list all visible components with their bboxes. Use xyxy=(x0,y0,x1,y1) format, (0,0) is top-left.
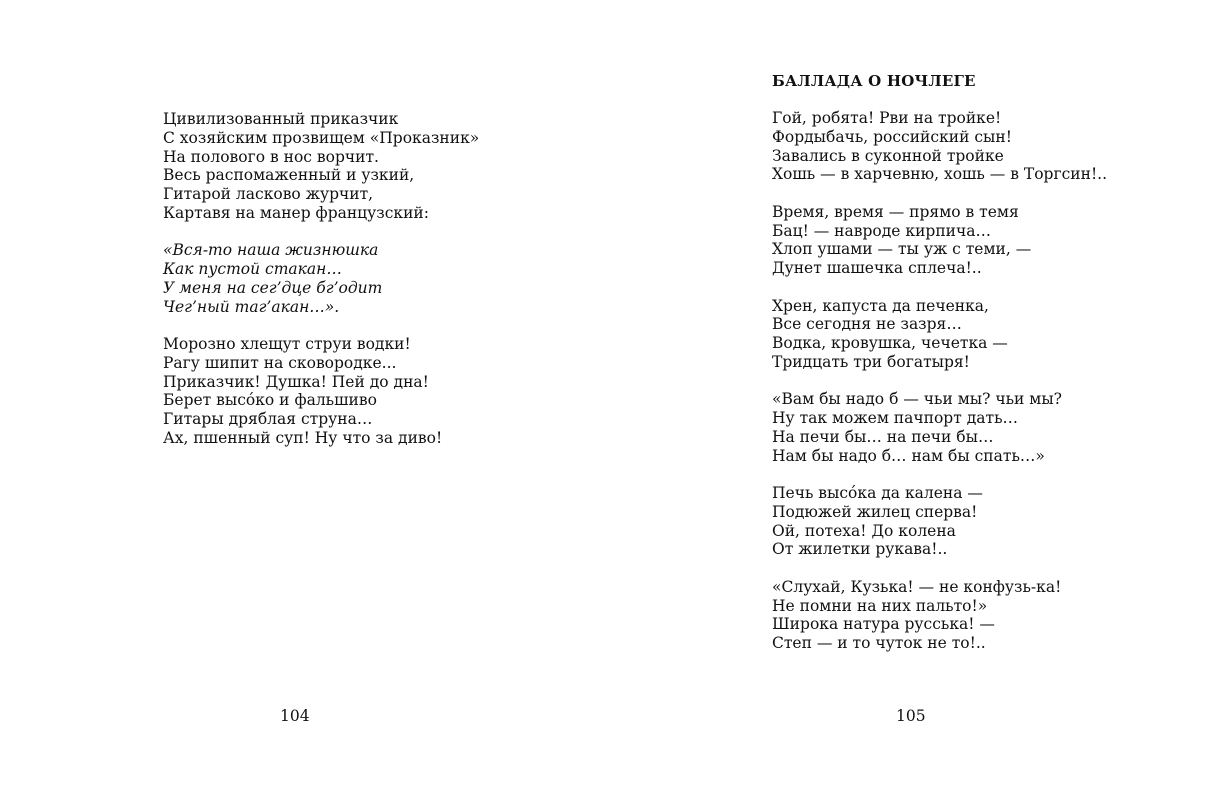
poem-line: Как пустой стакан… xyxy=(163,260,342,278)
poem-line: Водка, кровушка, чечетка — xyxy=(772,334,1008,352)
poem-line: Подюжей жилец сперва! xyxy=(772,502,978,521)
poem-line: У меня на сег’дце бг’одит xyxy=(163,278,383,297)
page-number: 104 xyxy=(280,707,310,725)
poem-line: Хлоп ушами — ты уж с теми, — xyxy=(772,240,1032,259)
poem-line: «Слухай, Кузька! — не конфузь-ка! xyxy=(772,577,1062,596)
poem-line: Хрен, капуста да печенка, xyxy=(772,296,989,315)
poem-line: Бац! — навроде кирпича… xyxy=(772,221,991,240)
poem-line: Фордыбачь, российский сын! xyxy=(772,127,1012,146)
poem-line: Нам бы надо б… нам бы спать…» xyxy=(772,446,1045,465)
poem-line: Весь распомаженный и узкий, xyxy=(163,166,415,185)
stanza xyxy=(772,484,1107,559)
poem-line: Тридцать три богатыря! xyxy=(772,352,970,371)
poem-line: Широка натура русська! — xyxy=(772,615,995,634)
poem-line: Завались в суконной тройке xyxy=(772,146,1004,165)
poem-line: Ну так можем пачпорт дать… xyxy=(772,409,1019,427)
poem-line: Дунет шашечка сплеча!.. xyxy=(772,259,982,277)
stanza xyxy=(163,335,479,448)
poem-line: Приказчик! Душка! Пей до дна! xyxy=(163,372,429,391)
poem-line: Хошь — в харчевню, хошь — в Торгсин!.. xyxy=(772,165,1108,184)
stanza xyxy=(772,203,1107,278)
poem-line: Ах, пшенный суп! Ну что за диво! xyxy=(163,428,443,447)
poem-line: Все сегодня не зазря… xyxy=(772,315,962,334)
poem-line: Гой, робята! Рви на тройке! xyxy=(772,109,1002,127)
poem-line: Степ — и то чуток не то!.. xyxy=(772,634,986,652)
poem-title: БАЛЛАДА О НОЧЛЕГЕ xyxy=(772,72,976,90)
poem-line: Печь высо́ка да калена — xyxy=(772,484,983,502)
poem-line: На печи бы… на печи бы… xyxy=(772,427,994,446)
poem-text xyxy=(163,110,479,448)
poem-line: «Вам бы надо б — чьи мы? чьи мы? xyxy=(772,390,1062,409)
stanza xyxy=(772,390,1107,465)
right-page xyxy=(606,0,1212,800)
poem-line: С хозяйским прозвищем «Проказник» xyxy=(163,128,480,147)
poem-line: Не помни на них пальто!» xyxy=(772,596,988,615)
stanza xyxy=(772,109,1107,184)
poem-line: Гитарой ласково журчит, xyxy=(163,185,374,203)
page-number: 105 xyxy=(896,707,926,725)
poem-line: Чег’ный таг’акан…». xyxy=(163,297,340,316)
poem-line: Морозно хлещут струи водки! xyxy=(163,335,411,353)
poem-line: От жилетки рукава!.. xyxy=(772,540,948,559)
poem-line: Берет высо́ко и фальшиво xyxy=(163,391,377,410)
poem-line: На полового в нос ворчит. xyxy=(163,147,379,166)
stanza xyxy=(163,110,479,223)
stanza xyxy=(772,297,1107,372)
poem-line: Цивилизованный приказчик xyxy=(163,110,399,128)
poem-line: «Вся-то наша жизнюшка xyxy=(163,241,379,260)
poem-line: Время, время — прямо в темя xyxy=(772,202,1019,221)
poem-line: Ой, потеха! До колена xyxy=(772,521,956,540)
poem-line: Рагу шипит на сковородке... xyxy=(163,353,397,372)
poem-text xyxy=(772,109,1107,653)
stanza xyxy=(772,578,1107,653)
poem-line: Гитары дряблая струна… xyxy=(163,410,373,428)
poem-line: Картавя на манер французский: xyxy=(163,203,429,222)
stanza xyxy=(163,241,479,316)
